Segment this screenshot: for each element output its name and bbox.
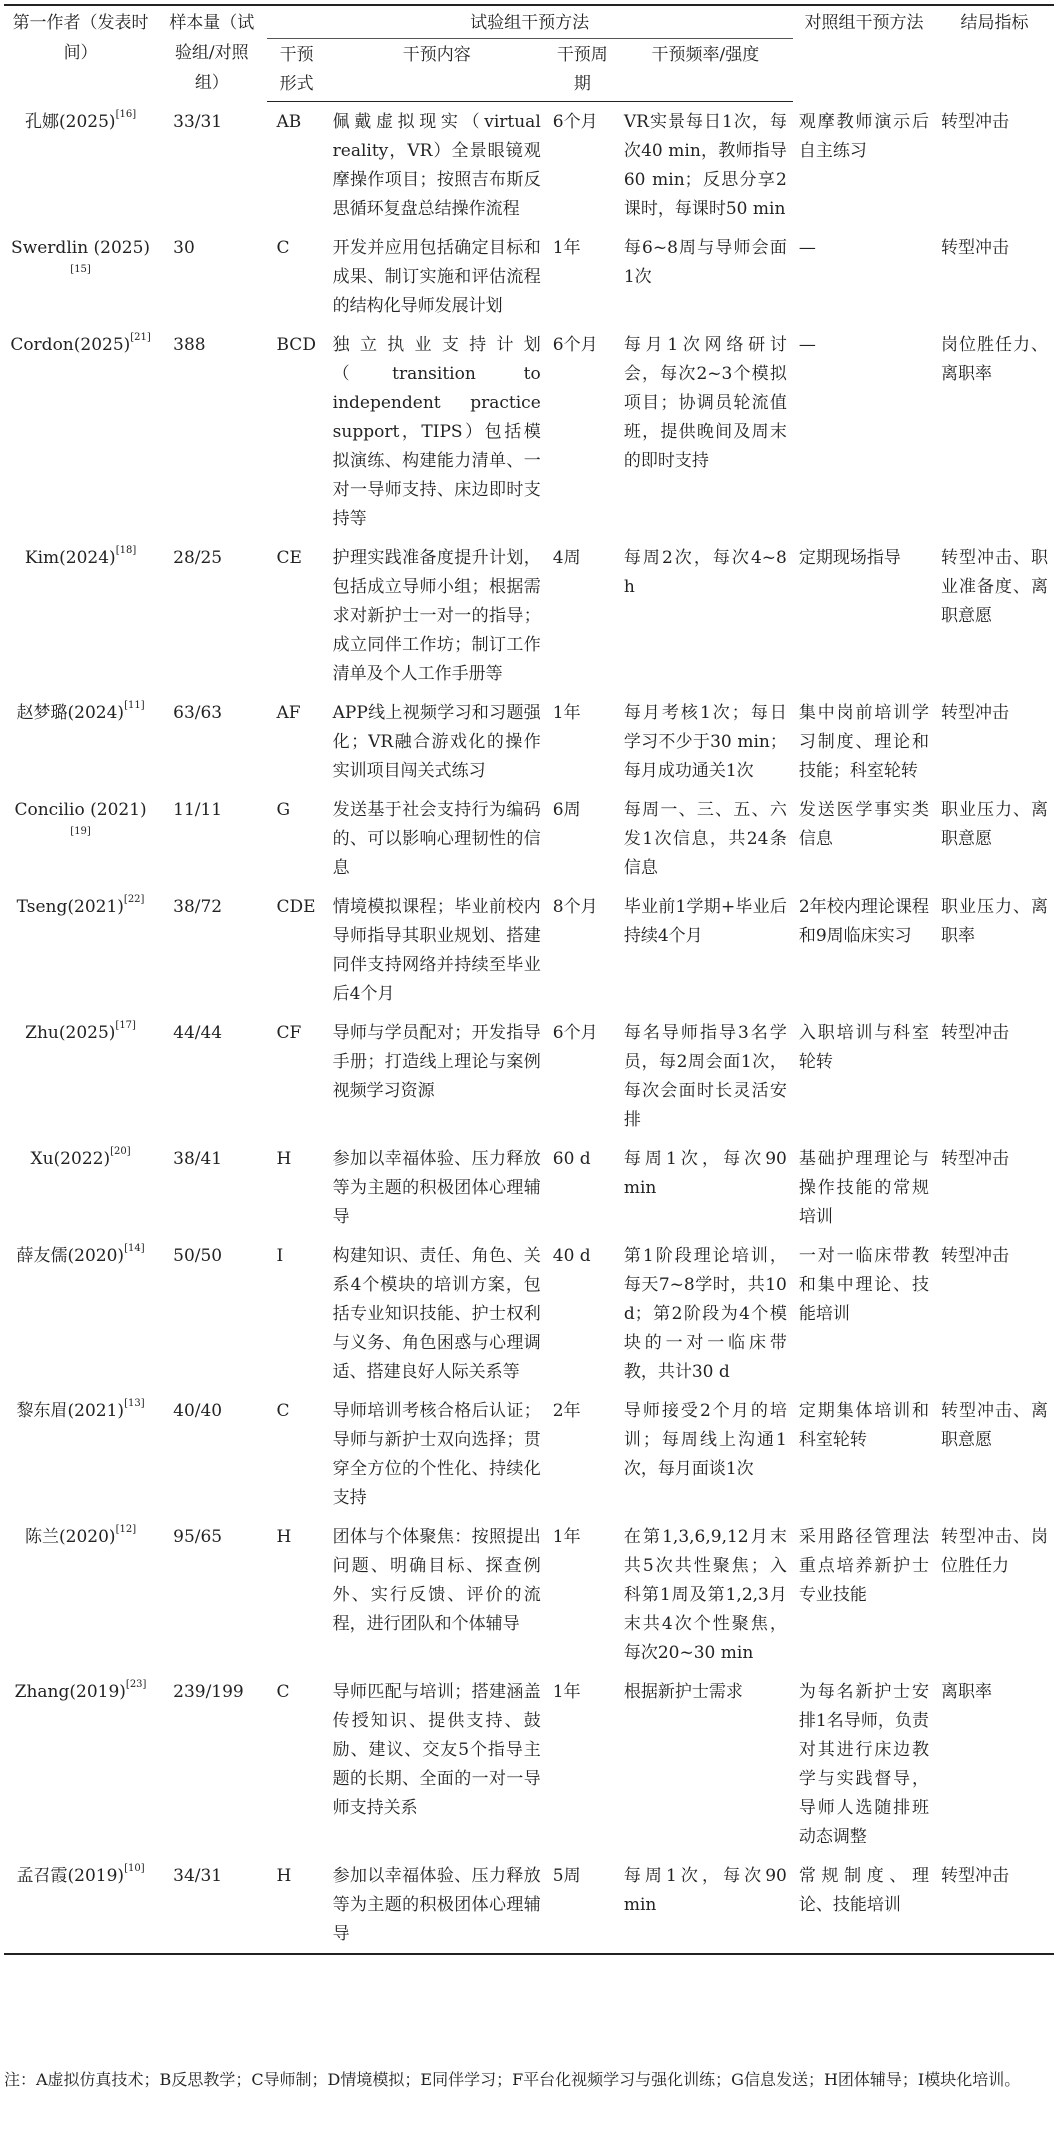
table-row: [4, 1391, 1054, 1517]
reference-number: [21]: [130, 332, 151, 343]
reference-number: [16]: [115, 108, 137, 120]
intervention-period-cell: 6个月: [552, 112, 598, 132]
reference-number: [10]: [124, 1863, 145, 1874]
author-cell: [4, 790, 157, 887]
control-method-cell: 入职培训与科室轮转: [798, 1023, 930, 1072]
sample-size-cell: 388: [173, 335, 206, 355]
intervention-period-cell: 6个月: [552, 335, 598, 355]
intervention-form-cell: BCD: [276, 335, 316, 355]
intervention-period-cell: 1年: [552, 1527, 581, 1547]
intervention-content-cell: APP线上视频学习和习题强化；VR融合游戏化的操作实训项目闯关式练习: [332, 703, 541, 781]
intervention-form-cell: I: [276, 1246, 284, 1266]
header-frequency: 干预频率/强度: [618, 39, 793, 102]
intervention-form-cell: H: [267, 1856, 327, 1954]
author-name: Swerdlin (2025): [11, 238, 151, 258]
table-row: [4, 1139, 1054, 1236]
sample-size-cell: 34/31: [157, 1856, 266, 1954]
control-method-cell: 定期现场指导: [798, 548, 901, 568]
intervention-form-cell: AF: [276, 703, 301, 723]
intervention-frequency-cell: 每周2次，每次4~8 h: [623, 548, 787, 597]
header-content: 干预内容: [327, 39, 547, 102]
table-row: [4, 1856, 1054, 1954]
author-name: Zhu(2025): [25, 1023, 116, 1043]
intervention-content-cell: 参加以幸福体验、压力释放等为主题的积极团体心理辅导: [332, 1149, 541, 1227]
intervention-form-cell: AB: [276, 112, 302, 132]
reference-number: [14]: [124, 1243, 145, 1254]
intervention-period-cell: 5周: [547, 1856, 618, 1954]
author-cell: [4, 1856, 157, 1954]
header-control: 对照组干预方法: [793, 5, 935, 102]
reference-number: [11]: [124, 700, 145, 711]
table-header: [4, 5, 1054, 102]
header-sample: 样本量（试验组/对照组）: [157, 5, 266, 102]
sample-size-cell: 63/63: [173, 703, 223, 723]
intervention-period-cell: 60 d: [552, 1149, 591, 1169]
outcome-cell: 离职率: [941, 1682, 993, 1702]
intervention-frequency-cell: 每周1次，每次90 min: [623, 1149, 787, 1198]
sample-size-cell: 50/50: [173, 1246, 223, 1266]
control-method-cell: 集中岗前培训学习制度、理论和技能；科室轮转: [798, 703, 930, 781]
author-name: Zhang(2019): [14, 1682, 126, 1702]
outcome-cell: 职业压力、离职率: [941, 897, 1048, 946]
sample-size-cell: 38/72: [173, 897, 223, 917]
header-period: 干预周期: [547, 39, 618, 102]
outcome-cell: 转型冲击、岗位胜任力: [941, 1527, 1048, 1576]
author-cell: [4, 1391, 157, 1517]
intervention-period-cell: 8个月: [552, 897, 598, 917]
reference-number: [22]: [123, 894, 145, 905]
intervention-frequency-cell: 在第1,3,6,9,12月末共5次共性聚焦；入科第1周及第1,2,3月末共4次个性聚焦，每次20~30 min: [623, 1527, 787, 1663]
author-name: 黎东眉(2021): [16, 1401, 125, 1421]
reference-number: [19]: [70, 826, 91, 837]
table-row: [4, 790, 1054, 887]
outcome-cell: 岗位胜任力、离职率: [941, 335, 1048, 384]
intervention-period-cell: 1年: [552, 238, 581, 258]
intervention-table: [4, 4, 1054, 1955]
outcome-cell: 转型冲击、离职意愿: [941, 1401, 1048, 1450]
sample-size-cell: 40/40: [173, 1401, 223, 1421]
table-row: [4, 1517, 1054, 1672]
intervention-form-cell: CF: [276, 1023, 302, 1043]
intervention-frequency-cell: 毕业前1学期+毕业后持续4个月: [623, 897, 787, 946]
intervention-content-cell: 独立执业支持计划（transition to independent practice support，TIPS）包括模拟演练、构建能力清单、一对一导师支持、床边即时支持等: [332, 335, 541, 529]
header-author: 第一作者（发表时间）: [4, 5, 157, 102]
table-row: [4, 1672, 1054, 1856]
author-cell: [4, 1139, 157, 1236]
sample-size-cell: 11/11: [173, 800, 223, 820]
intervention-form-cell: G: [276, 800, 291, 820]
outcome-cell: 转型冲击: [941, 1246, 1010, 1266]
table-row: [4, 228, 1054, 325]
author-name: Tseng(2021): [16, 897, 124, 917]
author-name: 赵梦璐(2024): [16, 703, 125, 723]
reference-number: [20]: [110, 1146, 131, 1157]
control-method-cell: 基础护理理论与操作技能的常规培训: [798, 1149, 930, 1227]
intervention-content-cell: 发送基于社会支持行为编码的、可以影响心理韧性的信息: [332, 800, 541, 878]
sample-size-cell: 38/41: [173, 1149, 223, 1169]
reference-number: [18]: [115, 545, 137, 556]
author-cell: [4, 325, 157, 538]
intervention-form-cell: H: [276, 1149, 292, 1169]
table-row: [4, 538, 1054, 693]
author-cell: [4, 1672, 157, 1856]
control-method-cell: 2年校内理论课程和9周临床实习: [798, 897, 930, 946]
intervention-period-cell: 1年: [552, 1682, 581, 1702]
author-name: Cordon(2025): [10, 335, 131, 355]
intervention-content-cell: 佩戴虚拟现实（virtual reality，VR）全景眼镜观摩操作项目；按照吉布斯反思循环复盘总结操作流程: [332, 112, 541, 219]
sample-size-cell: 239/199: [173, 1682, 244, 1702]
table-row: [4, 102, 1054, 229]
author-name: 孔娜(2025): [25, 111, 116, 132]
intervention-frequency-cell: 根据新护士需求: [623, 1682, 743, 1702]
author-cell: [4, 693, 157, 790]
intervention-frequency-cell: 第1阶段理论培训，每天7~8学时，共10 d；第2阶段为4个模块的一对一临床带教，共计30 d: [623, 1246, 787, 1382]
intervention-form-cell: H: [276, 1527, 292, 1547]
author-name: Concilio (2021): [14, 800, 147, 820]
control-method-cell: —: [798, 335, 816, 355]
intervention-frequency-cell: 每周一、三、五、六发1次信息，共24条信息: [623, 800, 787, 878]
intervention-form-cell: C: [276, 1401, 290, 1421]
author-name: 陈兰(2020): [25, 1527, 116, 1547]
reference-number: [23]: [125, 1679, 147, 1690]
author-cell: [4, 887, 157, 1013]
sample-size-cell: 33/31: [173, 111, 223, 132]
reference-number: [12]: [115, 1524, 137, 1535]
intervention-content-cell: 开发并应用包括确定目标和成果、制订实施和评估流程的结构化导师发展计划: [332, 238, 541, 316]
table-body: [4, 102, 1054, 1955]
table-row: [4, 325, 1054, 538]
table-footnote: 注：A虚拟仿真技术；B反思教学；C导师制；D情境模拟；E同伴学习；F平台化视频学习与强化训练；G信息发送；H团体辅导；I模块化培训。: [4, 2070, 1021, 2089]
intervention-content-cell: 导师匹配与培训；搭建涵盖传授知识、提供支持、鼓励、建议、交友5个指导主题的长期、全面的一对一导师支持关系: [332, 1682, 541, 1818]
intervention-frequency-cell: 每月考核1次；每日学习不少于30 min；每月成功通关1次: [623, 703, 787, 781]
author-name: Xu(2022): [30, 1149, 111, 1169]
outcome-cell: 转型冲击: [941, 1149, 1010, 1169]
table-row: [4, 693, 1054, 790]
reference-number: [15]: [70, 264, 91, 275]
intervention-period-cell: 40 d: [552, 1246, 591, 1266]
author-cell: [4, 538, 157, 693]
reference-number: [17]: [115, 1020, 136, 1031]
author-name: 孟召霞(2019): [16, 1866, 125, 1886]
intervention-content-cell: 构建知识、责任、角色、关系4个模块的培训方案，包括专业知识技能、护士权利与义务、角色困惑与心理调适、搭建良好人际关系等: [332, 1246, 541, 1382]
table-row: [4, 1236, 1054, 1391]
author-cell: [4, 1013, 157, 1139]
intervention-period-cell: 6周: [552, 800, 581, 820]
intervention-form-cell: C: [276, 238, 290, 258]
intervention-content-cell: 导师与学员配对；开发指导手册；打造线上理论与案例视频学习资源: [332, 1023, 541, 1101]
sample-size-cell: 44/44: [173, 1023, 223, 1043]
outcome-cell: 职业压力、离职意愿: [941, 800, 1048, 849]
intervention-frequency-cell: 每6~8周与导师会面1次: [623, 238, 787, 287]
outcome-cell: 转型冲击: [941, 1023, 1010, 1043]
intervention-period-cell: 4周: [552, 548, 581, 568]
author-cell: [4, 228, 157, 325]
author-cell: [4, 1517, 157, 1672]
intervention-form-cell: CDE: [276, 897, 316, 917]
intervention-content-cell: 导师培训考核合格后认证；导师与新护士双向选择；贯穿全方位的个性化、持续化支持: [332, 1401, 541, 1508]
control-method-cell: 定期集体培训和科室轮转: [798, 1401, 930, 1450]
author-name: 薛友儒(2020): [16, 1246, 125, 1266]
intervention-frequency-cell: 导师接受2个月的培训；每周线上沟通1次，每月面谈1次: [623, 1401, 787, 1479]
header-form: 干预形式: [267, 39, 327, 102]
header-outcome: 结局指标: [935, 5, 1054, 102]
author-name: Kim(2024): [24, 548, 116, 568]
sample-size-cell: 28/25: [173, 548, 223, 568]
intervention-content-cell: 参加以幸福体验、压力释放等为主题的积极团体心理辅导: [327, 1856, 547, 1954]
intervention-frequency-cell: VR实景每日1次，每次40 min，教师指导60 min；反思分享2课时，每课时50 min: [623, 112, 787, 219]
intervention-period-cell: 1年: [552, 703, 581, 723]
outcome-cell: 转型冲击: [941, 238, 1010, 258]
control-method-cell: 观摩教师演示后自主练习: [798, 111, 930, 161]
outcome-cell: 转型冲击: [935, 1856, 1054, 1954]
intervention-form-cell: C: [276, 1682, 290, 1702]
control-method-cell: 常规制度、理论、技能培训: [793, 1856, 935, 1954]
author-cell: [4, 102, 157, 229]
outcome-cell: 转型冲击、职业准备度、离职意愿: [941, 548, 1048, 626]
intervention-content-cell: 情境模拟课程；毕业前校内导师指导其职业规划、搭建同伴支持网络并持续至毕业后4个月: [332, 897, 541, 1004]
author-cell: [4, 1236, 157, 1391]
outcome-cell: 转型冲击: [941, 703, 1010, 723]
intervention-content-cell: 护理实践准备度提升计划，包括成立导师小组；根据需求对新护士一对一的指导；成立同伴工作坊；制订工作清单及个人工作手册等: [332, 548, 541, 684]
intervention-form-cell: CE: [276, 548, 302, 568]
intervention-frequency-cell: 每月1次网络研讨会，每次2~3个模拟项目；协调员轮流值班，提供晚间及周末的即时支持: [623, 335, 787, 471]
control-method-cell: 采用路径管理法重点培养新护士专业技能: [798, 1527, 930, 1605]
control-method-cell: 发送医学事实类信息: [798, 800, 930, 849]
intervention-frequency-cell: 每名导师指导3名学员，每2周会面1次，每次会面时长灵活安排: [623, 1023, 787, 1130]
outcome-cell: 转型冲击: [941, 111, 1010, 132]
table-row: [4, 887, 1054, 1013]
reference-number: [13]: [124, 1398, 145, 1409]
table-row: [4, 1013, 1054, 1139]
control-method-cell: 为每名新护士安排1名导师，负责对其进行床边教学与实践督导，导师人选随排班动态调整: [798, 1682, 930, 1847]
header-experimental-group: 试验组干预方法: [267, 5, 793, 39]
control-method-cell: —: [798, 238, 816, 258]
intervention-content-cell: 团体与个体聚焦：按照提出问题、明确目标、探查例外、实行反馈、评价的流程，进行团队和个体辅导: [332, 1527, 541, 1634]
intervention-period-cell: 2年: [552, 1401, 581, 1421]
sample-size-cell: 30: [173, 238, 195, 258]
intervention-period-cell: 6个月: [552, 1023, 598, 1043]
control-method-cell: 一对一临床带教和集中理论、技能培训: [798, 1246, 930, 1324]
sample-size-cell: 95/65: [173, 1527, 223, 1547]
intervention-frequency-cell: 每周1次，每次90 min: [618, 1856, 793, 1954]
